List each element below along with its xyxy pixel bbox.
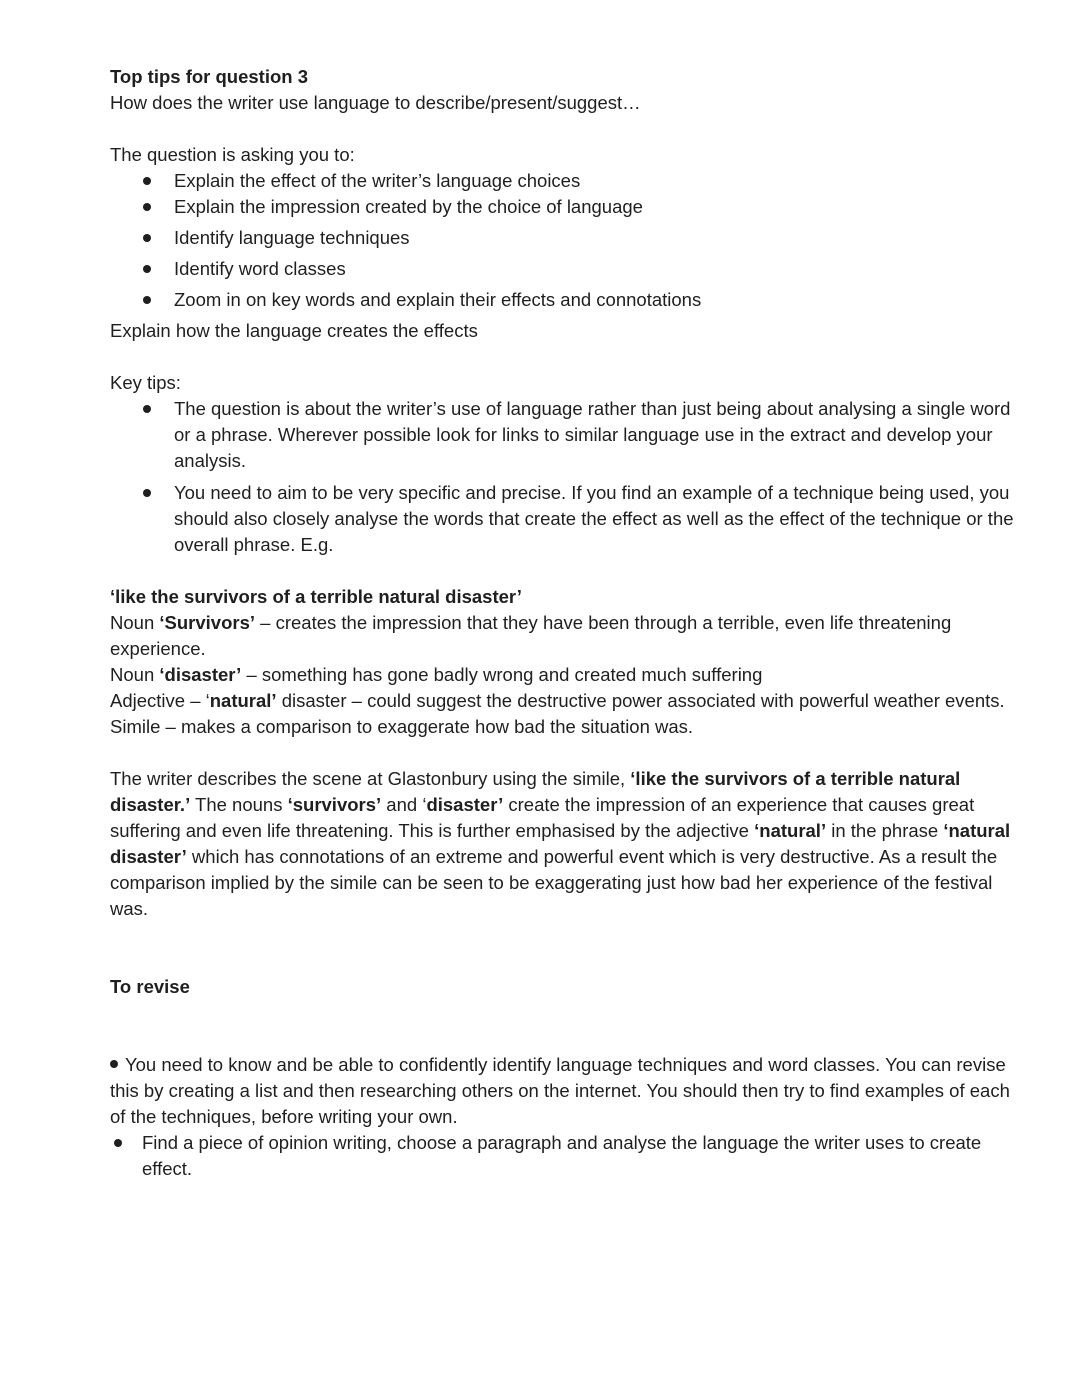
bullet-icon — [143, 489, 151, 497]
list-item: The question is about the writer’s use of language rather than just being about analysing a single word or a phrase. Wherever possible look for links to similar language use in the extract and develop your analysis. — [110, 396, 1025, 474]
list-item: You need to aim to be very specific and precise. If you find an example of a technique being used, you should also closely analyse the words that create the effect as well as the effect of the technique or the overall phrase. E.g. — [110, 480, 1025, 558]
document-page — [110, 64, 1025, 1182]
bullet-icon — [110, 1060, 118, 1068]
bullet-icon — [114, 1139, 122, 1147]
asking-list — [110, 168, 1025, 313]
example-line-natural: Adjective – ‘natural’ disaster – could suggest the destructive power associated with powerful weather events. — [110, 690, 1005, 711]
model-answer-paragraph: The writer describes the scene at Glastonbury using the simile, ‘like the survivors of a terrible natural disaster.’ The nouns ‘survivors’ and ‘disaster’ create the impression of an experience that causes great suffering and even life threatening. This is further emphasised by the adjective ‘natural’ in the phrase ‘natural disaster’ which has connotations of an extreme and powerful event which is very destructive. As a result the comparison implied by the simile can be seen to be exaggerating just how bad her experience of the festival was. — [110, 768, 1011, 919]
list-item: Explain the effect of the writer’s language choices — [110, 168, 1025, 194]
example-line-simile: Simile – makes a comparison to exaggerate how bad the situation was. — [110, 716, 694, 737]
bullet-icon — [143, 405, 151, 413]
key-tips-list — [110, 396, 1025, 558]
bullet-icon — [143, 265, 151, 273]
explain-line: Explain how the language creates the effects — [110, 320, 478, 341]
revise-heading: To revise — [110, 976, 190, 997]
example-quote: ‘like the survivors of a terrible natural disaster’ — [110, 586, 522, 607]
revise-list — [110, 1130, 1025, 1182]
key-tips-heading: Key tips: — [110, 372, 181, 393]
bullet-icon — [143, 203, 151, 211]
example-line-survivors: Noun ‘Survivors’ – creates the impression that they have been through a terrible, even life threatening experience. — [110, 612, 952, 659]
list-item: Identify word classes — [110, 256, 1025, 282]
list-item: Explain the impression created by the choice of language — [110, 194, 1025, 220]
question-prompt: How does the writer use language to describe/present/suggest… — [110, 92, 641, 113]
asking-intro: The question is asking you to: — [110, 144, 355, 165]
list-item: Zoom in on key words and explain their effects and connotations — [110, 287, 1025, 313]
revise-tip-1: You need to know and be able to confidently identify language techniques and word classes. You can revise this by creating a list and then researching others on the internet. You should then try to find examples of each of the techniques, before writing your own. — [110, 1054, 1010, 1127]
example-line-disaster: Noun ‘disaster’ – something has gone badly wrong and created much suffering — [110, 664, 763, 685]
bullet-icon — [143, 234, 151, 242]
list-item: Identify language techniques — [110, 225, 1025, 251]
page-title: Top tips for question 3 — [110, 66, 309, 87]
bullet-icon — [143, 177, 151, 185]
bullet-icon — [143, 296, 151, 304]
list-item: Find a piece of opinion writing, choose a paragraph and analyse the language the writer uses to create effect. — [110, 1130, 1025, 1182]
